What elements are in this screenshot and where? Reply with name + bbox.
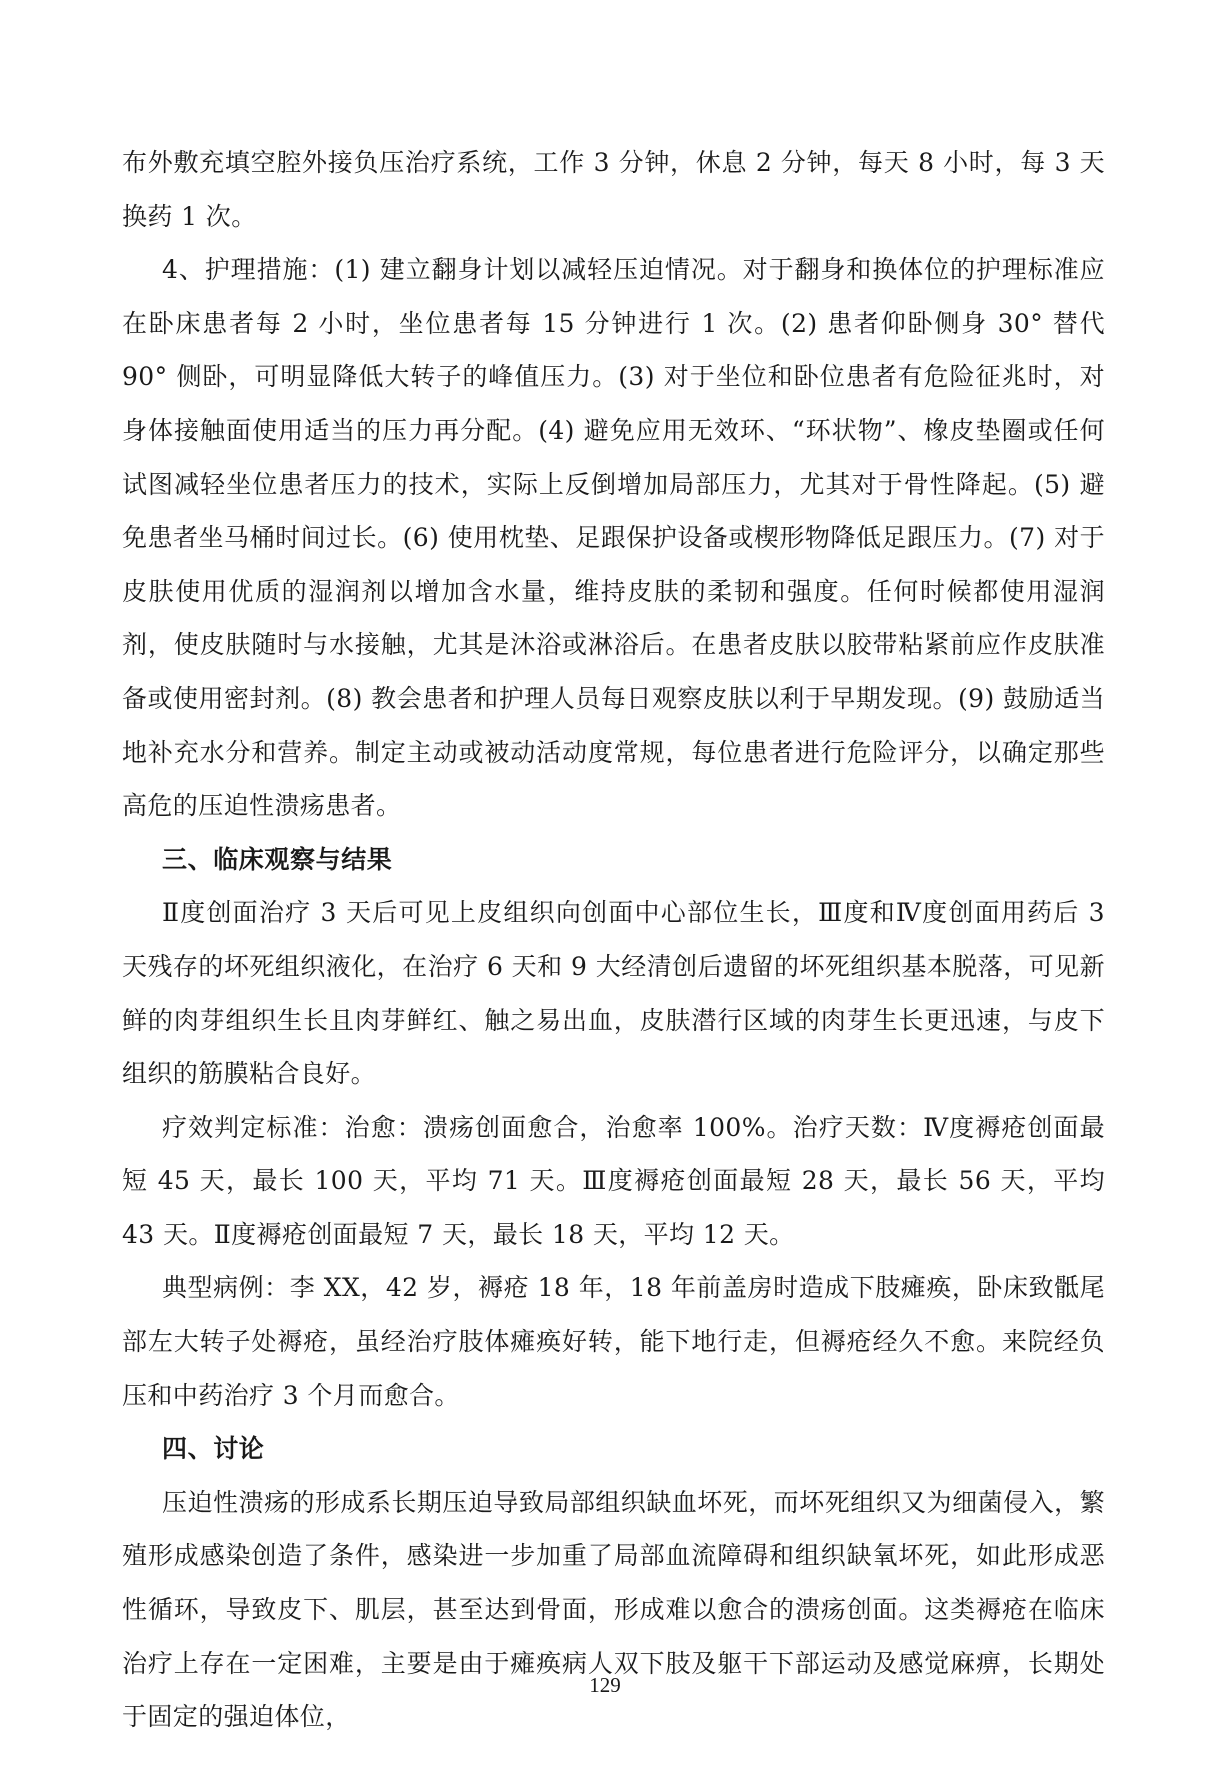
paragraph-typical-case: 典型病例：李 XX，42 岁，褥疮 18 年，18 年前盖房时造成下肢瘫痪，卧床致骶尾部左大转子处褥疮，虽经治疗肢体瘫痪好转，能下地行走，但褥疮经久不愈。来院经负压和中药治疗 3 个月而愈合。 <box>122 1273 1105 1410</box>
paragraph-wound-observation: Ⅱ度创面治疗 3 天后可见上皮组织向创面中心部位生长，Ⅲ度和Ⅳ度创面用药后 3 天残存的坏死组织液化，在治疗 6 天和 9 大经清创后遗留的坏死组织基本脱落，可见新鲜的肉芽组织生长且肉芽鲜红、触之易出血，皮肤潜行区域的肉芽生长更迅速，与皮下组织的筋膜粘合良好。 <box>122 898 1105 1089</box>
paragraph-nursing-measures: 4、护理措施：(1) 建立翻身计划以减轻压迫情况。对于翻身和换体位的护理标准应在卧床患者每 2 小时，坐位患者每 15 分钟进行 1 次。(2) 患者仰卧侧身 30° 替代 90° 侧卧，可明显降低大转子的峰值压力。(3) 对于坐位和卧位患者有危险征兆时，对身体接触面使用适当的压力再分配。(4) 避免应用无效环、“环状物”、橡皮垫圈或任何试图减轻坐位患者压力的技术，实际上反倒增加局部压力，尤其对于骨性降起。(5) 避免患者坐马桶时间过长。(6) 使用枕垫、足跟保护设备或楔形物降低足跟压力。(7) 对于皮肤使用优质的湿润剂以增加含水量，维持皮肤的柔韧和强度。任何时候都使用湿润剂，使皮肤随时与水接触，尤其是沐浴或淋浴后。在患者皮肤以胶带粘紧前应作皮肤准备或使用密封剂。(8) 教会患者和护理人员每日观察皮肤以利于早期发现。(9) 鼓励适当地补充水分和营养。制定主动或被动活动度常规，每位患者进行危险评分，以确定那些高危的压迫性溃疡患者。 <box>122 255 1105 821</box>
paragraph-efficacy-criteria: 疗效判定标准：治愈：溃疡创面愈合，治愈率 100%。治疗天数：Ⅳ度褥疮创面最短 45 天，最长 100 天，平均 71 天。Ⅲ度褥疮创面最短 28 天，最长 56 天，平均 43 天。Ⅱ度褥疮创面最短 7 天，最长 18 天，平均 12 天。 <box>122 1112 1105 1249</box>
section-heading-clinical-results: 三、临床观察与结果 <box>162 844 393 874</box>
body-text <box>122 136 1105 1744</box>
page-number: 129 <box>589 1673 621 1697</box>
section-heading-discussion: 四、讨论 <box>162 1434 265 1464</box>
paragraph-discussion: 压迫性溃疡的形成系长期压迫导致局部组织缺血坏死，而坏死组织又为细菌侵入，繁殖形成感染创造了条件，感染进一步加重了局部血流障碍和组织缺氧坏死，如此形成恶性循环，导致皮下、肌层，甚至达到骨面，形成难以愈合的溃疡创面。这类褥疮在临床治疗上存在一定困难，主要是由于瘫痪病人双下肢及躯干下部运动及感觉麻痹，长期处于固定的强迫体位， <box>122 1487 1105 1732</box>
paragraph-continuation: 布外敷充填空腔外接负压治疗系统，工作 3 分钟，休息 2 分钟，每天 8 小时，每 3 天换药 1 次。 <box>122 148 1105 231</box>
